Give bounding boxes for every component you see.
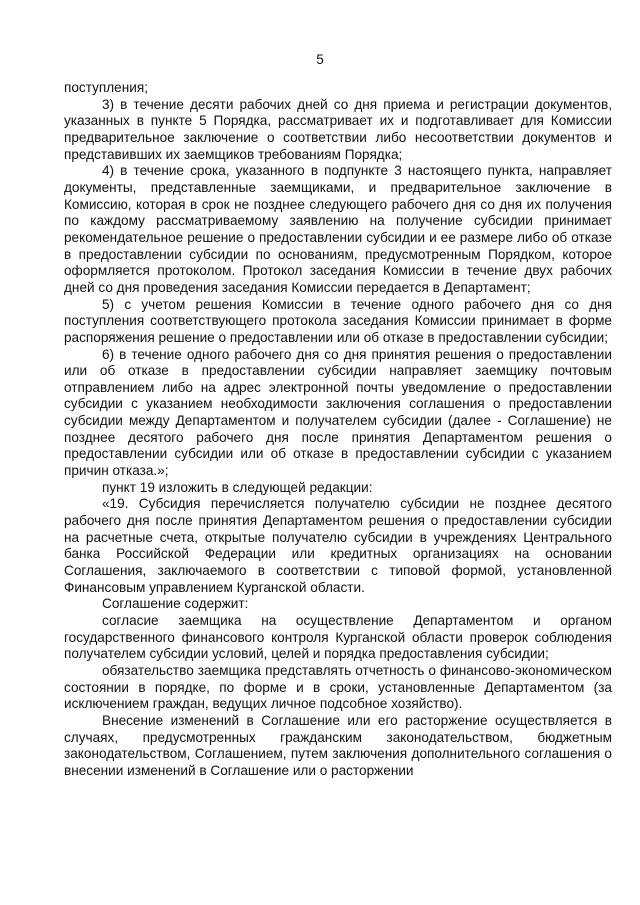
paragraph-item-6: 6) в течение одного рабочего дня со дня принятия решения о предоставлении или об отказе в предоставлении субсидии направляет заемщику почтовым отправлением либо на адрес электронной почты уведомление о предоставлении субсидии с указанием необходимости заключения соглашения о предоставлении субсидии между Департаментом и получателем субсидии (далее - Соглашение) не позднее десятого рабочего дня после принятия Департаментом решения о предоставлении субсидии или об отказе в предоставлении субсидии с указанием причин отказа.»; (64, 346, 612, 479)
paragraph-item-5: 5) с учетом решения Комиссии в течение одного рабочего дня со дня поступления соответствующего протокола заседания Комиссии принимает в форме распоряжения решение о предоставлении или об отказе в предоставлении субсидии; (64, 296, 612, 345)
paragraph-item-3: 3) в течение десяти рабочих дней со дня приема и регистрации документов, указанных в пункте 5 Порядка, рассматривает их и подготавливает для Комиссии предварительное заключение о соответствии либо несоответствии документов и представивших их заемщиков требованиям Порядка; (64, 96, 612, 162)
page-number: 5 (316, 52, 324, 67)
paragraph-consent: согласие заемщика на осуществление Департаментом и органом государственного финансового контроля Курганской области проверок соблюдения получателем субсидии условий, целей и порядка предоставления субсидии; (64, 613, 612, 662)
paragraph-continuation: поступления; (64, 80, 148, 95)
paragraph-point-19-intro: пункт 19 изложить в следующей редакции: (102, 479, 373, 495)
paragraph-agreement-contains: Соглашение содержит: (102, 596, 249, 612)
paragraph-point-19: «19. Субсидия перечисляется получателю субсидии не позднее десятого рабочего дня после принятия Департаментом решения о предоставлении субсидии на расчетные счета, открытые получателю субсидии в учреждениях Центрального банка Российской Федерации или кредитных организациях на основании Соглашения, заключаемого в соответствии с типовой формой, установленной Финансовым управлением Курганской области. (64, 496, 612, 595)
paragraph-obligation: обязательство заемщика представлять отчетность о финансово-экономическом состоянии в порядке, по форме и в сроки, установленные Департаментом (за исключением граждан, ведущих личное подсобное хозяйство). (64, 662, 612, 712)
paragraph-item-4: 4) в течение срока, указанного в подпункте 3 настоящего пункта, направляет документы, представленные заемщиками, и предварительное заключение в Комиссию, которая в срок не позднее следующего рабочего дня со дня их получения по каждому рассматриваемому заявлению на получение субсидии принимает рекомендательное решение о предоставлении субсидии и ее размере либо об отказе в предоставлении субсидии по основаниям, предусмотренным Порядком, которое оформляется протоколом. Протокол заседания Комиссии в течение двух рабочих дней со дня проведения заседания Комиссии передается в Департамент; (64, 163, 612, 295)
paragraph-amendments: Внесение изменений в Соглашение или его расторжение осуществляется в случаях, предусмотренных гражданским законодательством, бюджетным законодательством, Соглашением, путем заключения дополнительного соглашения о внесении изменений в Соглашение или о расторжении (64, 712, 612, 778)
document-body (64, 80, 612, 780)
